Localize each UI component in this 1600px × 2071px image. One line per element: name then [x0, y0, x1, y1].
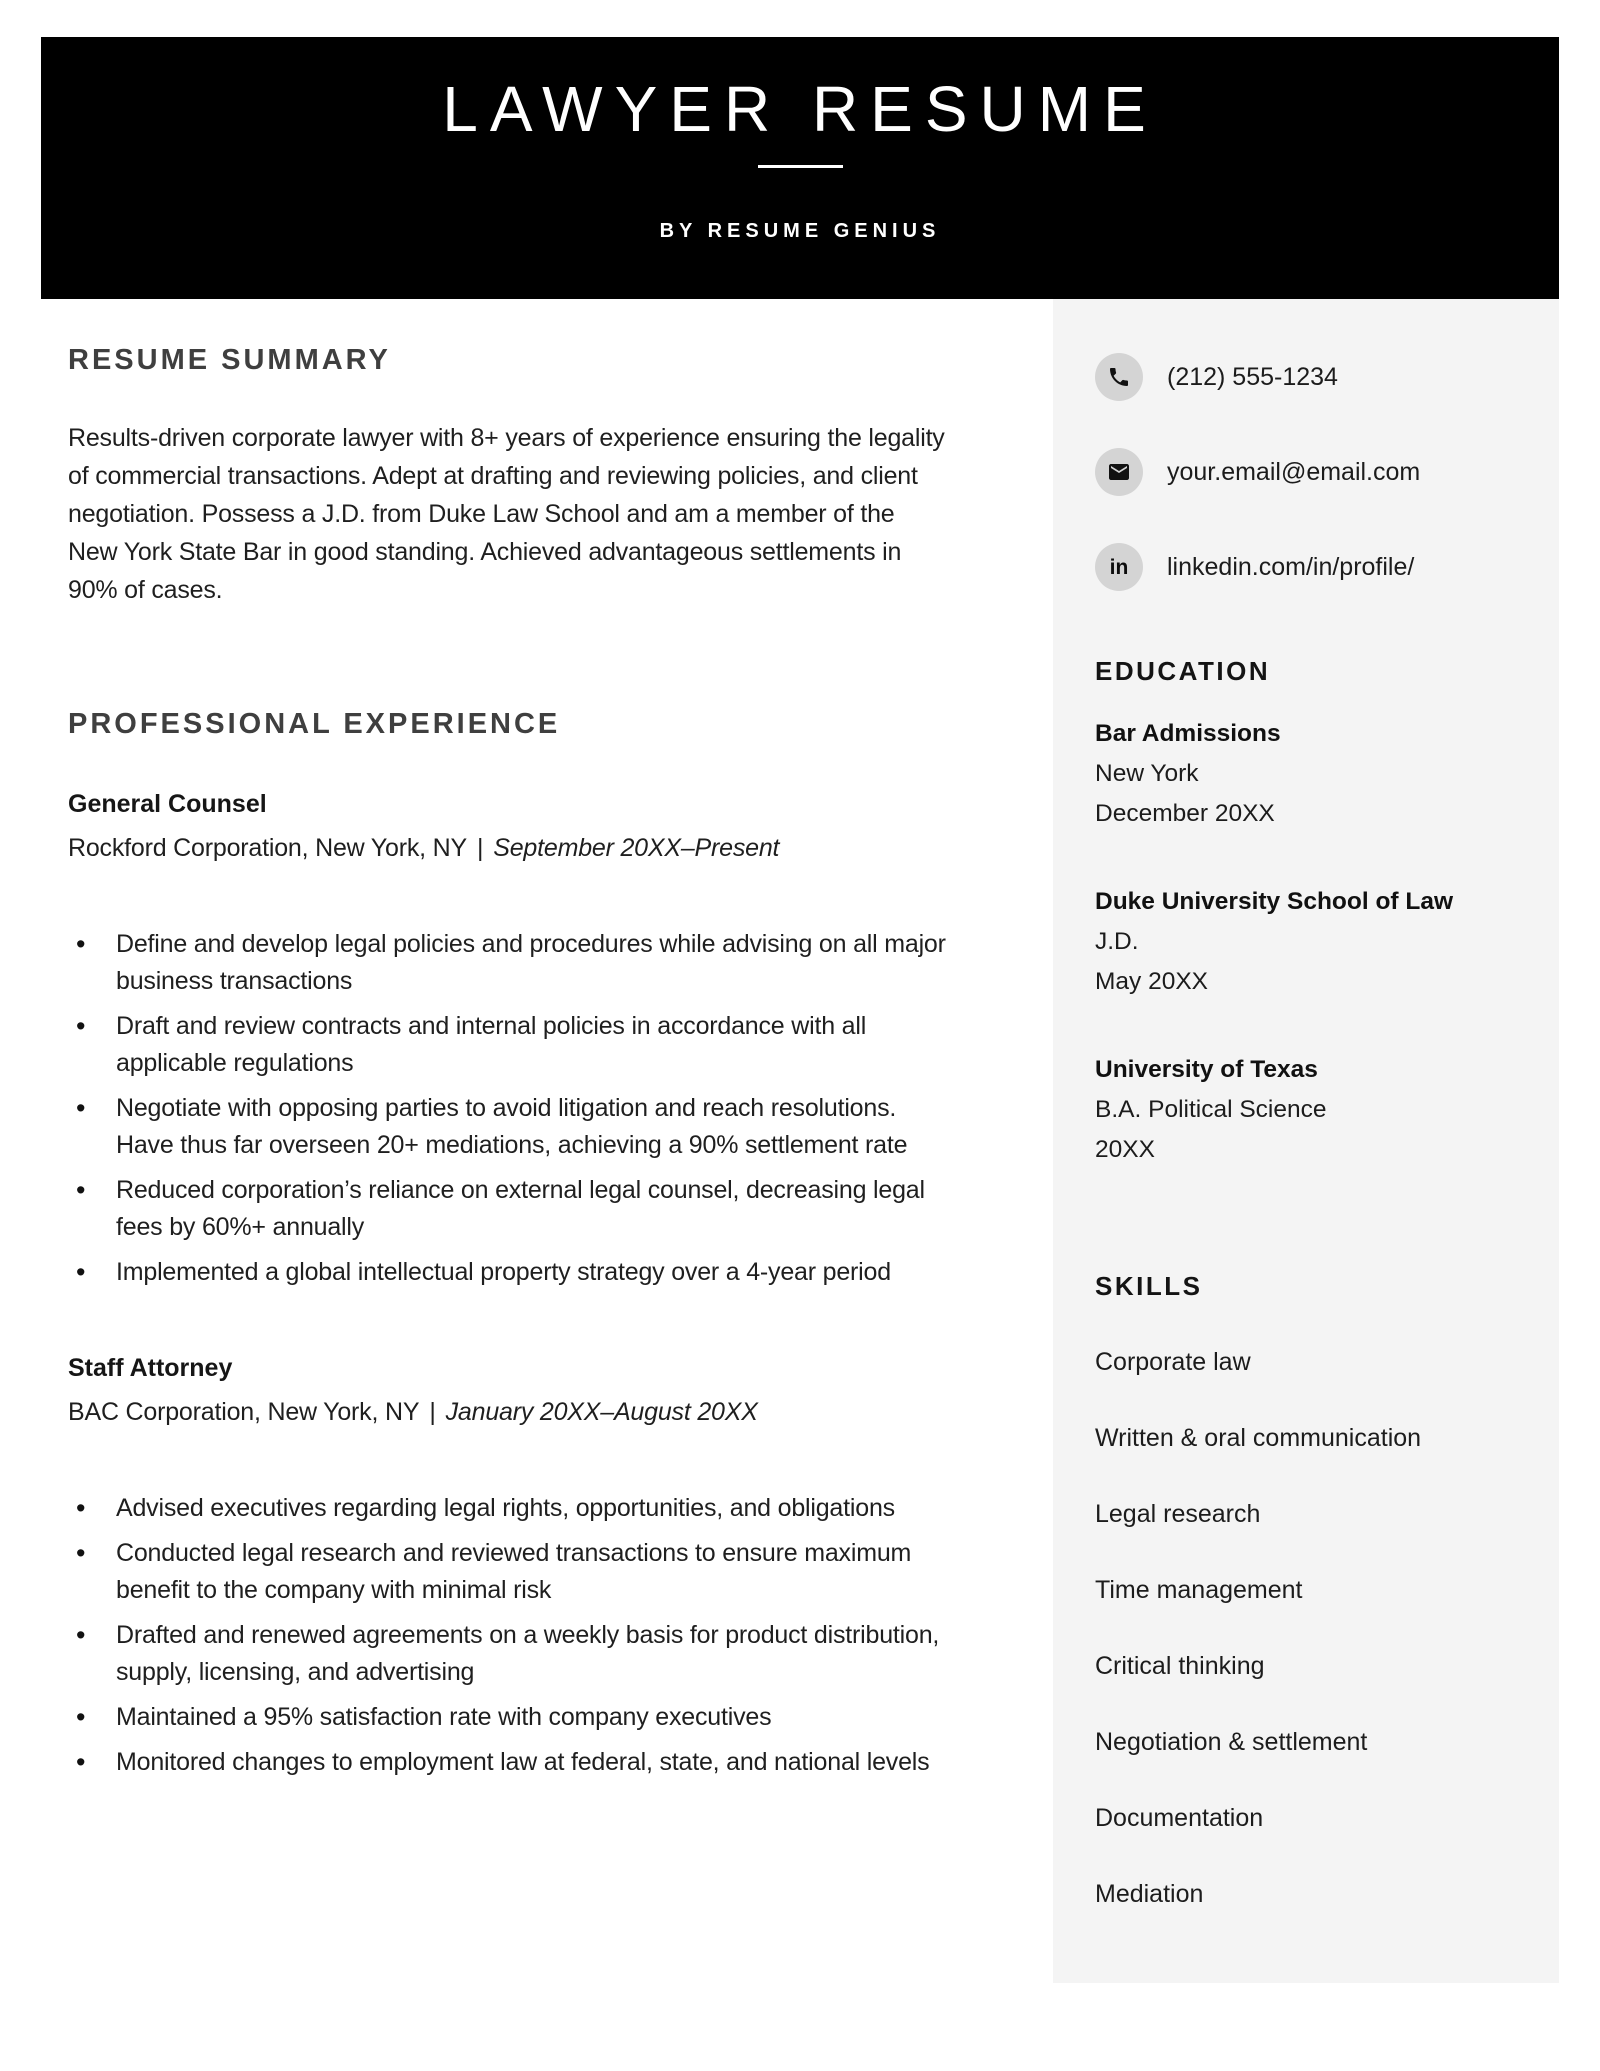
linkedin-icon — [1095, 543, 1143, 591]
job-bullet: • Advised executives regarding legal rights, opportunities, and obligations — [68, 1490, 948, 1527]
education-entry-line: New York — [1095, 760, 1199, 787]
education-entry-line: J.D. — [1095, 928, 1139, 955]
education-entry-title: University of Texas — [1095, 1056, 1318, 1083]
banner — [41, 37, 1559, 299]
job-company: Rockford Corporation, New York, NY — [68, 834, 467, 862]
skills-list — [1095, 1347, 1529, 1909]
contact-section — [1095, 353, 1529, 591]
education-entry-title: Duke University School of Law — [1095, 888, 1454, 915]
education-entry-line: December 20XX — [1095, 800, 1275, 827]
resume-summary-heading: RESUME SUMMARY — [68, 344, 391, 376]
education-entry-bar-admissions — [1095, 714, 1529, 834]
skill-item: Corporate law — [1095, 1348, 1251, 1376]
job-bullet: • Conducted legal research and reviewed transactions to ensure maximum benefit to the company with minimal risk — [68, 1535, 948, 1609]
job-meta — [68, 830, 948, 866]
job-general-counsel — [68, 787, 948, 1291]
job-bullet: • Draft and review contracts and internal policies in accordance with all applicable regulations — [68, 1008, 948, 1082]
skills-heading: SKILLS — [1095, 1271, 1203, 1301]
job-title: General Counsel — [68, 790, 267, 818]
job-staff-attorney — [68, 1351, 948, 1781]
email-icon — [1095, 448, 1143, 496]
job-bullet: • Define and develop legal policies and procedures while advising on all major business transactions — [68, 926, 948, 1000]
skill-item: Written & oral communication — [1095, 1424, 1422, 1452]
job-title: Staff Attorney — [68, 1354, 233, 1382]
job-company: BAC Corporation, New York, NY — [68, 1398, 420, 1426]
resume-summary-text: Results-driven corporate lawyer with 8+ years of experience ensuring the legality of commercial transactions. Adept at drafting and reviewing policies, and client negotiation. Possess a J.D. from Duke Law School and am a member of the New York State Bar in good standing. Achieved advantageous settlements in 90% of cases. — [68, 424, 945, 604]
contact-row-linkedin — [1095, 543, 1529, 591]
education-entry-line: 20XX — [1095, 1136, 1155, 1163]
professional-experience-heading: PROFESSIONAL EXPERIENCE — [68, 708, 561, 740]
education-entry-title: Bar Admissions — [1095, 720, 1281, 747]
job-bullet: • Negotiate with opposing parties to avoid litigation and reach resolutions. Have thus far overseen 20+ mediations, achieving a 90% settlement rate — [68, 1090, 948, 1164]
education-entry-line: May 20XX — [1095, 968, 1209, 995]
linkedin-glyph: in — [1109, 555, 1129, 579]
email-address[interactable]: your.email@email.com — [1167, 457, 1421, 486]
skill-item: Time management — [1095, 1576, 1303, 1604]
job-bullet-list — [68, 1490, 948, 1781]
education-entry-duke-law — [1095, 882, 1529, 1002]
skill-item: Mediation — [1095, 1880, 1204, 1908]
education-entry-university-of-texas — [1095, 1050, 1529, 1170]
job-bullet: • Reduced corporation’s reliance on external legal counsel, decreasing legal fees by 60%+ annually — [68, 1172, 948, 1246]
banner-divider — [758, 165, 843, 168]
phone-icon — [1095, 353, 1143, 401]
contact-row-phone — [1095, 353, 1529, 401]
byline: BY RESUME GENIUS — [659, 220, 941, 242]
linkedin-url[interactable]: linkedin.com/in/profile/ — [1167, 552, 1415, 581]
job-bullet: • Implemented a global intellectual property strategy over a 4-year period — [68, 1254, 948, 1291]
job-dates: September 20XX–Present — [493, 834, 780, 862]
skill-item: Legal research — [1095, 1500, 1261, 1528]
education-heading: EDUCATION — [1095, 656, 1271, 686]
skill-item: Documentation — [1095, 1804, 1264, 1832]
job-bullet: • Monitored changes to employment law at federal, state, and national levels — [68, 1744, 948, 1781]
sidebar — [1053, 299, 1559, 1983]
phone-number[interactable]: (212) 555-1234 — [1167, 362, 1338, 391]
page-title: LAWYER RESUME — [442, 73, 1158, 145]
skill-item: Negotiation & settlement — [1095, 1728, 1368, 1756]
education-entry-line: B.A. Political Science — [1095, 1096, 1327, 1123]
main-column — [68, 299, 948, 1789]
contact-row-email — [1095, 448, 1529, 496]
job-bullet: • Drafted and renewed agreements on a weekly basis for product distribution, supply, licensing, and advertising — [68, 1617, 948, 1691]
job-meta-separator: | — [476, 834, 484, 862]
skill-item: Critical thinking — [1095, 1652, 1265, 1680]
job-dates: January 20XX–August 20XX — [445, 1398, 758, 1426]
job-meta — [68, 1394, 948, 1430]
job-bullet: • Maintained a 95% satisfaction rate with company executives — [68, 1699, 948, 1736]
job-meta-separator: | — [429, 1398, 436, 1426]
job-bullet-list — [68, 926, 948, 1291]
